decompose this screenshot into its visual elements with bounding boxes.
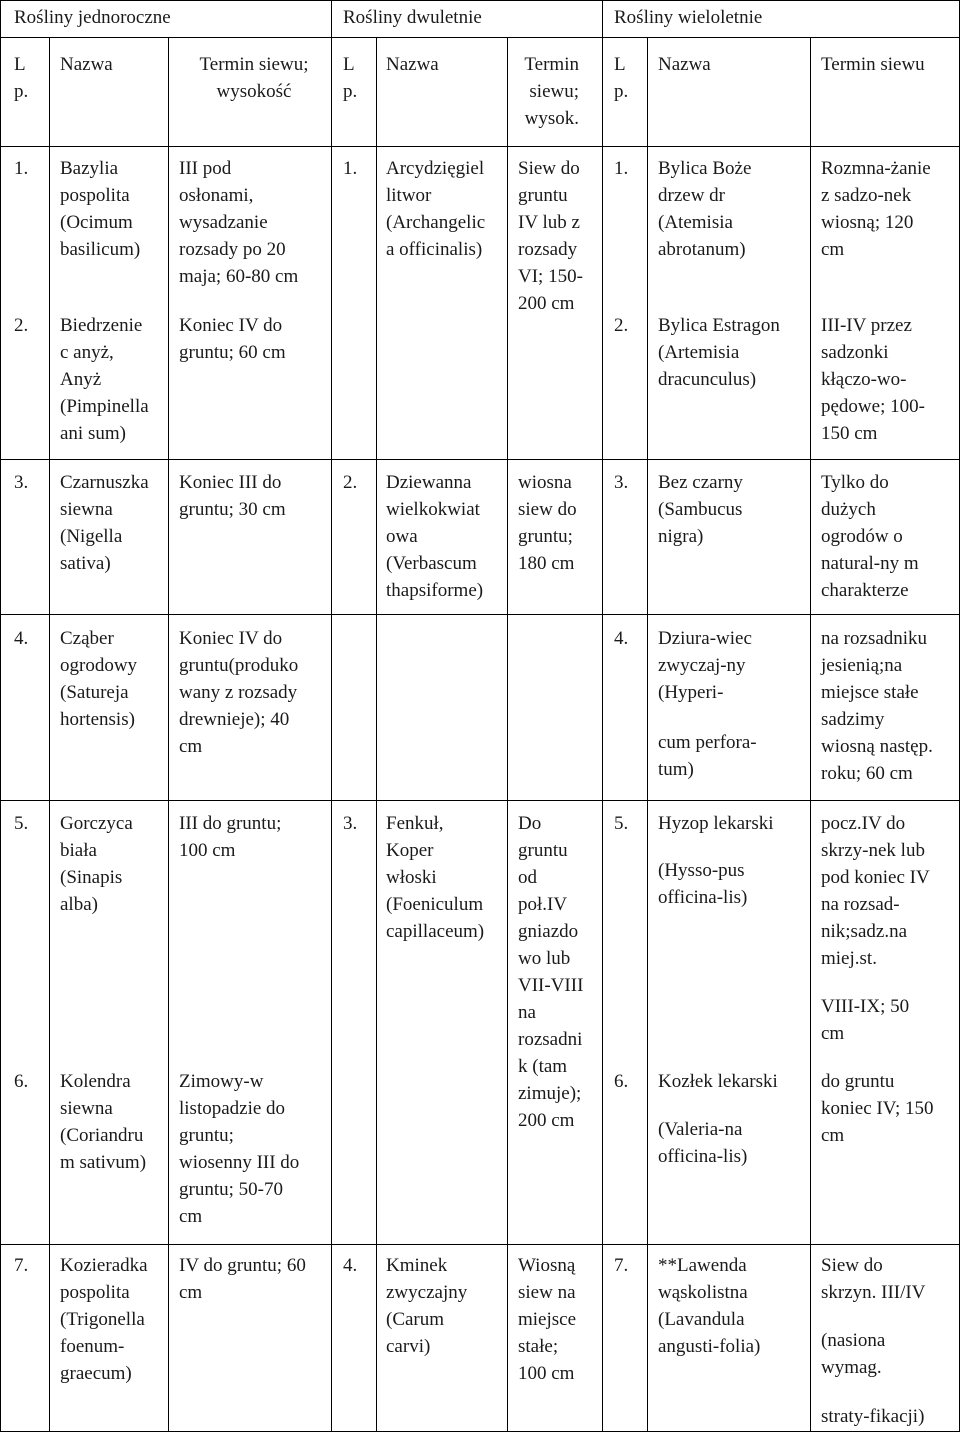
table-cell: 4. [343, 1255, 358, 1276]
table-cell: **Lawenda wąskolistna (Lavandula angusti-folia) [658, 1255, 761, 1357]
table-cell: cum perfora- tum) [658, 732, 757, 780]
header-lp: L p. [614, 54, 629, 102]
table-rule [647, 37, 648, 1432]
header-name: Nazwa [60, 54, 113, 75]
table-cell: Cząber ogrodowy (Satureja hortensis) [60, 628, 138, 730]
table-cell: 5. [614, 813, 629, 834]
table-rule [49, 37, 50, 1432]
table-cell: Wiosną siew na miejsce stałe; 100 cm [518, 1255, 577, 1384]
table-cell: 7. [14, 1255, 29, 1276]
table-cell: Biedrzenie c anyż, Anyż (Pimpinella ani sum) [60, 315, 149, 444]
table-cell: Do gruntu od poł.IV gniazdo wo lub VII-VIII na rozsadni k (tam zimuje); 200 cm [518, 813, 584, 1131]
table-cell: Bylica Estragon (Artemisia dracunculus) [658, 315, 780, 390]
table-rule [602, 0, 603, 1432]
table-cell: wiosna siew do gruntu; 180 cm [518, 472, 577, 574]
header-lp: L p. [14, 54, 29, 102]
header-term: Termin siewu [821, 54, 925, 75]
table-cell: Zimowy-w listopadzie do gruntu; wiosenny III do gruntu; 50-70 cm [179, 1071, 300, 1227]
table-cell: Gorczyca biała (Sinapis alba) [60, 813, 133, 915]
header-term: Termin siewu; wysok. [524, 54, 579, 129]
header-name: Nazwa [386, 54, 439, 75]
table-cell: na rozsadniku jesienią;na miejsce stałe sadzimy wiosną następ. roku; 60 cm [821, 628, 933, 784]
table-cell: 3. [14, 472, 29, 493]
table-cell: Bez czarny (Sambucus nigra) [658, 472, 743, 547]
table-cell: (Valeria-na officina-lis) [658, 1119, 748, 1167]
table-cell: Siew do gruntu IV lub z rozsady VI; 150- 200 cm [518, 158, 583, 314]
table-cell: do gruntu koniec IV; 150 cm [821, 1071, 934, 1146]
table-cell: 4. [614, 628, 629, 649]
table-cell: Hyzop lekarski [658, 813, 774, 834]
table-cell: Arcydzięgiel litwor (Archangelic a officinalis) [386, 158, 486, 260]
table-cell: 5. [14, 813, 29, 834]
header-name: Nazwa [658, 54, 711, 75]
table-cell: pocz.IV do skrzy-nek lub pod koniec IV na rozsad- nik;sadz.na miej.st. [821, 813, 930, 969]
table-cell: Dziura-wiec zwyczaj-ny (Hyperi- [658, 628, 752, 703]
table-cell: 1. [614, 158, 629, 179]
table-cell: Rozmna-żanie z sadzo-nek wiosną; 120 cm [821, 158, 931, 260]
group-title-annual: Rośliny jednoroczne [14, 7, 171, 28]
group-title-perennial: Rośliny wieloletnie [614, 7, 763, 28]
table-rule [0, 800, 960, 801]
table-cell: 3. [614, 472, 629, 493]
table-cell: Siew do skrzyn. III/IV [821, 1255, 926, 1303]
table-cell: straty-fikacji) [821, 1406, 925, 1427]
table-rule [507, 37, 508, 1432]
table-rule [168, 37, 169, 1432]
table-cell: 2. [343, 472, 358, 493]
table-rule [331, 0, 332, 1432]
table-cell: (nasiona wymag. [821, 1330, 886, 1378]
header-lp: L p. [343, 54, 358, 102]
table-rule [0, 0, 960, 1]
group-title-biennial: Rośliny dwuletnie [343, 7, 482, 28]
table-cell: VIII-IX; 50 cm [821, 996, 910, 1044]
table-cell: Koniec IV do gruntu(produko wany z rozsady drewnieje); 40 cm [179, 628, 299, 757]
table-cell: Bazylia pospolita (Ocimum basilicum) [60, 158, 141, 260]
table-cell: Fenkuł, Koper włoski (Foeniculum capillaceum) [386, 813, 485, 942]
table-rule [0, 0, 1, 1432]
table-cell: 1. [14, 158, 29, 179]
table-rule [0, 146, 960, 147]
table-rule [0, 459, 960, 460]
table-cell: Bylica Boże drzew dr (Atemisia abrotanum) [658, 158, 752, 260]
table-rule [0, 614, 960, 615]
table-cell: 2. [614, 315, 629, 336]
table-cell: 3. [343, 813, 358, 834]
table-cell: Koniec III do gruntu; 30 cm [179, 472, 286, 520]
table-cell: 6. [614, 1071, 629, 1092]
table-cell: Kozłek lekarski [658, 1071, 778, 1092]
table-cell: 4. [14, 628, 29, 649]
table-cell: Kozieradka pospolita (Trigonella foenum- graecum) [60, 1255, 148, 1384]
table-cell: IV do gruntu; 60 cm [179, 1255, 306, 1303]
table-cell: Kminek zwyczajny (Carum carvi) [386, 1255, 468, 1357]
table-cell: 1. [343, 158, 358, 179]
table-cell: 7. [614, 1255, 629, 1276]
header-term: Termin siewu; wysokość [199, 54, 309, 102]
table-cell: III do gruntu; 100 cm [179, 813, 282, 861]
table-cell: 6. [14, 1071, 29, 1092]
table-cell: 2. [14, 315, 29, 336]
table-cell: III-IV przez sadzonki kłączo-wo- pędowe; 100- 150 cm [821, 315, 925, 444]
table-cell: (Hysso-pus officina-lis) [658, 860, 748, 908]
table-rule [0, 1244, 960, 1245]
table-cell: Koniec IV do gruntu; 60 cm [179, 315, 286, 363]
table-rule [810, 37, 811, 1432]
table-rule [376, 37, 377, 1432]
table-cell: III pod osłonami, wysadzanie rozsady po 20 maja; 60-80 cm [179, 158, 299, 287]
table-cell: Dziewanna wielkokwiat owa (Verbascum thapsiforme) [386, 472, 484, 601]
table-cell: Kolendra siewna (Coriandru m sativum) [60, 1071, 147, 1173]
table-cell: Tylko do dużych ogrodów o natural-ny m charakterze [821, 472, 919, 601]
table-rule [0, 37, 960, 38]
table-cell: Czarnuszka siewna (Nigella sativa) [60, 472, 149, 574]
